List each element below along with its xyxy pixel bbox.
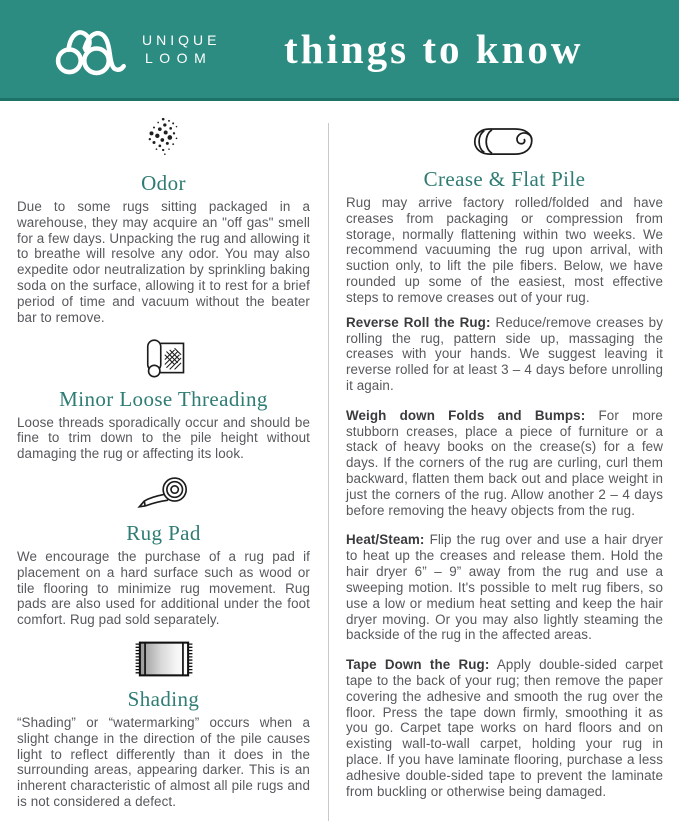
tip-body-weigh-down: For more stubborn creases, place a piece of furniture or a stack of heavy books on the crease(s) for a few days. If the corners of the rug are curling, curl them backward, flatten them back out and place weight in just the corners of the rug. Allow another 2 – 4 days before removing the heavy objects from the rug. <box>346 407 663 518</box>
section-title-shading: Shading <box>127 687 200 711</box>
tip-heat-steam <box>346 532 663 643</box>
section-rug-pad <box>17 471 310 628</box>
tip-tape-down <box>346 657 663 799</box>
rug-pad-roll-icon <box>17 471 310 515</box>
tip-label-tape-down: Tape Down the Rug: <box>346 657 490 673</box>
section-body-rug-pad: We encourage the purchase of a rug pad if placement on a hard surface such as wood or tile flooring to minimize rug movement. Rug pads are also used for additional under the foot comfort. Rug pad sold separately. <box>17 548 310 628</box>
tip-body-heat-steam: Flip the rug over and use a hair dryer to heat up the creases and release them. Hold the hair dryer 6” – 9” away from the rug and use a sweeping motion. It's possible to melt rug fibers, so use a low or medium heat setting and keep the hair dryer moving. Or you may also lightly steaming the backside of the rug in the affected areas. <box>346 532 663 643</box>
right-column <box>329 101 679 821</box>
section-body-odor: Due to some rugs sitting packaged in a warehouse, they may acquire an "off gas" smell for a few days. Unpacking the rug and allowing it to breathe will resolve any odor. You may also expedite odor neutralization by sprinkling baking soda on the surface, allowing it to rest for a brief period of time and vacuum without the beater bar to remove. <box>17 199 310 325</box>
tip-label-weigh-down: Weigh down Folds and Bumps: <box>346 407 586 423</box>
brand-line-loom: LOOM <box>145 50 213 66</box>
section-body-crease: Rug may arrive factory rolled/folded and have creases from packaging or compression from storage, normally flattening within two weeks. We recommend vacuuming the rug upon arrival, with suction only, to lift the pile fibers. Below, we have rounded up some of the easiest, most effective steps to remove creases out of your rug. <box>346 195 663 305</box>
brand-line-unique: UNIQUE <box>142 31 221 48</box>
header <box>0 0 679 101</box>
section-title-odor: Odor <box>141 171 186 195</box>
left-column <box>0 101 328 821</box>
tip-body-reverse-roll: Reduce/remove creases by rolling the rug, pattern side up, massaging the creases with your hands. We suggest leaving it reverse rolled for at least 3 – 4 days before unrolling it again. <box>346 314 664 393</box>
shaded-rug-icon <box>17 637 310 681</box>
section-odor <box>17 115 310 326</box>
content-columns <box>0 101 679 821</box>
section-crease-flat-pile <box>346 121 663 306</box>
section-body-threading: Loose threads sporadically occur and should be fine to trim down to the pile height without damaging the rug or affecting its look. <box>17 414 310 462</box>
rolled-rug-side-icon <box>346 121 663 161</box>
tip-body-tape-down: Apply double-sided carpet tape to the back of your rug; then remove the paper covering the adhesive and smooth the rug over the floor. Press the tape down firmly, smoothing it as you go. Carpet tape works on hard floors and on existing wall-to-wall carpet, holding your rug in place. If you have laminate flooring, purchase a less adhesive double-sided tape to prevent the laminate from buckling or otherwise being damaged. <box>346 657 663 799</box>
section-title-threading: Minor Loose Threading <box>59 386 268 411</box>
tip-label-reverse-roll: Reverse Roll the Rug: <box>346 314 491 330</box>
section-minor-loose-threading <box>17 335 310 462</box>
brand <box>54 20 220 78</box>
odor-specks-icon <box>17 115 310 165</box>
tip-weigh-down <box>346 408 663 519</box>
section-shading <box>17 637 310 810</box>
unique-loom-logo <box>54 20 130 78</box>
section-title-rug-pad: Rug Pad <box>126 520 201 545</box>
brand-name <box>142 31 220 67</box>
tip-reverse-roll <box>346 315 663 394</box>
page-title: things to know <box>283 26 584 72</box>
section-body-shading: “Shading” or “watermarking” occurs when a slight change in the direction of the pile causes light to reflect differently than it does in the surrounding areas, appearing darker. This is an inherent characteristic of almost all pile rugs and is not considered a defect. <box>17 715 310 810</box>
partially-rolled-rug-icon <box>17 335 310 381</box>
tip-label-heat-steam: Heat/Steam: <box>346 532 425 548</box>
section-title-crease: Crease & Flat Pile <box>423 167 586 191</box>
